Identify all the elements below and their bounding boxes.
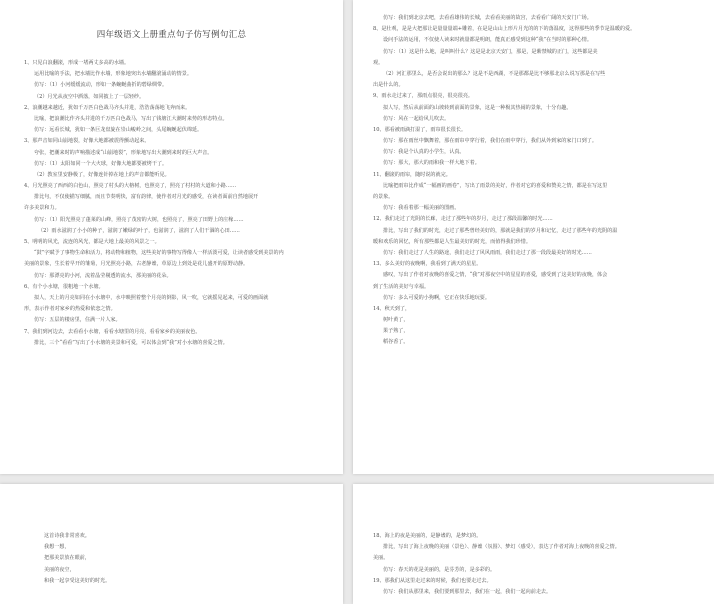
- text-line: 感叹，写出了作者对夜晚的喜爱之情，“我”对那夜空中的星星的喜爱，感受到了这美好的夜晚，体会: [383, 272, 608, 279]
- text-line: 形，表示作者对家乡的热爱和依恋之情。: [24, 306, 116, 313]
- text-line: （2）河汇那里么，是否会说出的那么？这是不是西湖，不是那都是比不够那北京么说写那是在写些: [383, 70, 606, 77]
- text-line: 仿写：那漂亮的小河，流着晶莹剔透的流水，那美丽的花朵。: [34, 272, 172, 279]
- text-line: 观。: [373, 59, 384, 66]
- text-line: 仿写：春天的花是美丽的，是芬芳的，是多彩的。: [383, 566, 496, 573]
- text-line: 这首诗我非常喜欢。: [44, 533, 90, 539]
- text-line: 仿写：（1）阳光照亮了蓬莱的山峰，照亮了茂密的大树，也照亮了，照亮了田野上的庄稼……: [34, 216, 244, 223]
- text-line: 2、浪潮越来越近，犹如千万匹白色战马齐头并进，浩浩荡荡地飞奔而来。: [24, 104, 191, 111]
- text-line: 的景象。: [373, 194, 394, 200]
- text-line: 仿写：五层的楼房里，住满一片人家。: [34, 317, 121, 324]
- text-line: 1、只见白浪翻滚，形成一堵两丈多高的水墙。: [24, 60, 130, 66]
- page-3-text: [34, 531, 333, 587]
- text-line: 把那美景放在眼前，: [44, 555, 90, 562]
- text-line: 仿写：我们走过了人生的路途，我们走过了风风雨雨，我们走过了那一段段最美好的时光……: [383, 249, 592, 256]
- text-line: “鼓”字赋予了事物生命和活力，将动物和植物，这些美好的事物写得像人一样活泼可爱，让读者感受到美景的内: [34, 250, 284, 257]
- text-line: 8、是壮观，是是大把那让是量量量端+雕着，在是是山山上形片月光的的下的落温度，这得那些的季节是温暖的爱。: [373, 26, 636, 33]
- text-line: 我想一想，: [44, 544, 70, 551]
- text-line: 拟人写，然后从前面的山坡转到前面的景象，这是一种极其热闹的景象，十分有趣。: [383, 104, 572, 111]
- document-page-1: [0, 0, 343, 474]
- text-line: 美丽的夜空，: [44, 566, 75, 573]
- text-line: 仿写：（1）这是什么地，是叫叫什么？这是是北京天安门，那是，是紫禁城的正门，这些都是美: [383, 48, 598, 55]
- text-line: 排比，三个“看看”写出了小水塘的美景和可爱，可以体会到“我”对小水塘的喜爱之情。: [34, 339, 228, 346]
- text-line: 运用比喻的手法，把水墙比作水墙，形象地突出水墙翻滚涌动的情景。: [34, 71, 192, 78]
- document-title: 四年级语文上册重点句子仿写例句汇总: [96, 30, 247, 40]
- text-line: 6、有个小水塘，很粗地一个水塘。: [24, 283, 104, 290]
- text-line: 仿写：我们到北京去吧，去看看雄伟的长城，去看看美丽的故宫，去看看广阔的天安门广场。: [383, 15, 592, 21]
- text-line: 仿写：多么可爱的小狗啊，它正在快乐地玩耍。: [383, 294, 490, 301]
- text-line: 5、明明的风光，流连的风光，都是大地上最美的风景之一。: [24, 239, 160, 245]
- text-line: 树叶黄了，: [383, 317, 409, 324]
- text-line: 仿写：我是个认真的小学生，认真。: [383, 149, 465, 156]
- text-line: 3、那声音如同山崩地裂，好像大地都被震得颤动起来。: [24, 138, 150, 145]
- text-line: 许多美景和力。: [24, 205, 60, 212]
- text-line: 12、我们走过了光阴的长廊，走过了那些年的岁月，走过了那段温馨的时光……: [373, 216, 553, 223]
- text-line: 拟人，天上的月亮如同在小水塘中，水中映照着整个月亮的倒影，风一吹，它就摇晃起来，可爱的画面就: [34, 294, 269, 301]
- text-line: 稻谷香了。: [383, 339, 409, 346]
- document-page-3: [0, 484, 343, 604]
- text-line: 果子熟了，: [383, 328, 409, 335]
- text-line: 比喻，把浪潮比作齐头并进的千万匹白色战马，写出了钱塘江大潮时来势的形态特点。: [34, 115, 228, 122]
- text-line: 排比，写出了海上夜晚的美丽（景色）、静谧（氛围）、梦幻（感受），表达了作者对海上夜晚的喜爱之情。: [383, 544, 620, 551]
- text-line: 仿写：那大，那大的雨和我一样大地下着。: [383, 160, 480, 167]
- text-line: 到了生活的美好与幸福。: [373, 283, 430, 290]
- text-line: 19、那我们从这里走过来的时候，我们也要走过去。: [373, 577, 492, 584]
- text-line: （2）月光从夜空中洒落，如同披上了一层轻纱。: [34, 93, 145, 100]
- text-line: 仿写：我们从那里来，我们要到那里去，我们在一起，我们一起向前走去。: [383, 588, 552, 595]
- text-line: 9、雨水走过来了，那雨点很亮，很亮很亮。: [373, 93, 474, 100]
- text-line: 13、多么美好的夜晚啊，我看到了满天的星星。: [373, 261, 482, 268]
- text-line: 出是什么的。: [373, 82, 404, 89]
- text-line: 排比，写出了我们的时光，走过了那些曾经美好的，那就是我们的岁月和记忆，走过了那些年的光阴的温: [383, 227, 618, 234]
- text-line: 美丽的景象，生长着早开的雏菊，月光照亮小路，古老静谧，草原边上到处是花儿盛开的原野动静。: [24, 261, 249, 268]
- text-line: 排比句，不仅使描写细腻，而且节奏明快，富有韵律，使作者对月光的感受，在读者面前自然地展开: [34, 194, 259, 201]
- text-line: 和我一起享受这美好的时光。: [44, 577, 111, 584]
- text-line: 美丽。: [373, 555, 389, 562]
- text-line: 暖和欢乐的回忆，所有那些都是人生最美好的时光，而值得我们珍惜。: [373, 238, 531, 245]
- page-4-text: [373, 531, 704, 598]
- text-line: 10、那看被雨滴打湿了，雨帘很长很长。: [373, 126, 467, 133]
- page-1-text: [24, 58, 333, 349]
- text-line: 7、我们到河边去，去看看小水塘，看看水塘里的月亮，看看家乡的美丽夜色。: [24, 328, 201, 335]
- text-line: 11、翻滚的雨帘，随时说的就完。: [373, 171, 451, 178]
- text-line: （2）雨水滋润了小小的种子，滋润了嫩绿的叶子，也滋润了，滋润了人们干涸的心田……: [38, 227, 240, 234]
- text-line: 仿写：风在一起给风儿吹去。: [383, 115, 450, 122]
- text-line: 仿写：（1）小河缓缓流动，形如一条蜿蜒曲折的碧绿绸带。: [34, 82, 168, 89]
- text-line: （2）教室里安静极了，好像连针掉在地上的声音都能听见。: [34, 171, 170, 178]
- text-line: 18、海上的夜是美丽的，是静谧的，是梦幻的。: [373, 533, 482, 539]
- text-line: 仿写：那在雨丝中飘舞着，那在雨帘中穿行着，我们在雨中穿行，我们从外到家的家门口到了。: [383, 138, 597, 145]
- text-line: 仿写：远看长城，犹如一条巨龙盘旋在崇山峻岭之间，头尾蜿蜒起伏绵延。: [34, 127, 203, 134]
- document-page-2: [353, 0, 714, 474]
- text-line: 仿写：我看着那一幅美丽的图画。: [383, 205, 460, 212]
- page-2-text: [373, 13, 706, 349]
- text-line: 仿写：（1）太阳如同一个大火球，好像大地都要被烤干了。: [34, 160, 168, 167]
- text-line: 4、月光照亮了西西的白色山，照亮了村头的大榕树，也照亮了，照亮了村村的大道和小路……: [24, 183, 237, 190]
- document-page-4: [353, 484, 714, 604]
- text-line: 夸张，把潮来时的声响描述成“山崩地裂”，形象地写出大潮到来时的巨大声音。: [34, 149, 213, 156]
- text-line: 比喻把雨帘比作成“一幅画的画卷”，写出了雨景的美好，作者对它的喜爱和赞美之情，都是在写这里: [383, 182, 608, 189]
- text-line: 14、秋天到了，: [373, 305, 411, 312]
- text-line: 设问手法的运用，不仅使人读来时就量都是明朗，能真正感受到这种“我”在当时的那种心情。: [383, 37, 592, 44]
